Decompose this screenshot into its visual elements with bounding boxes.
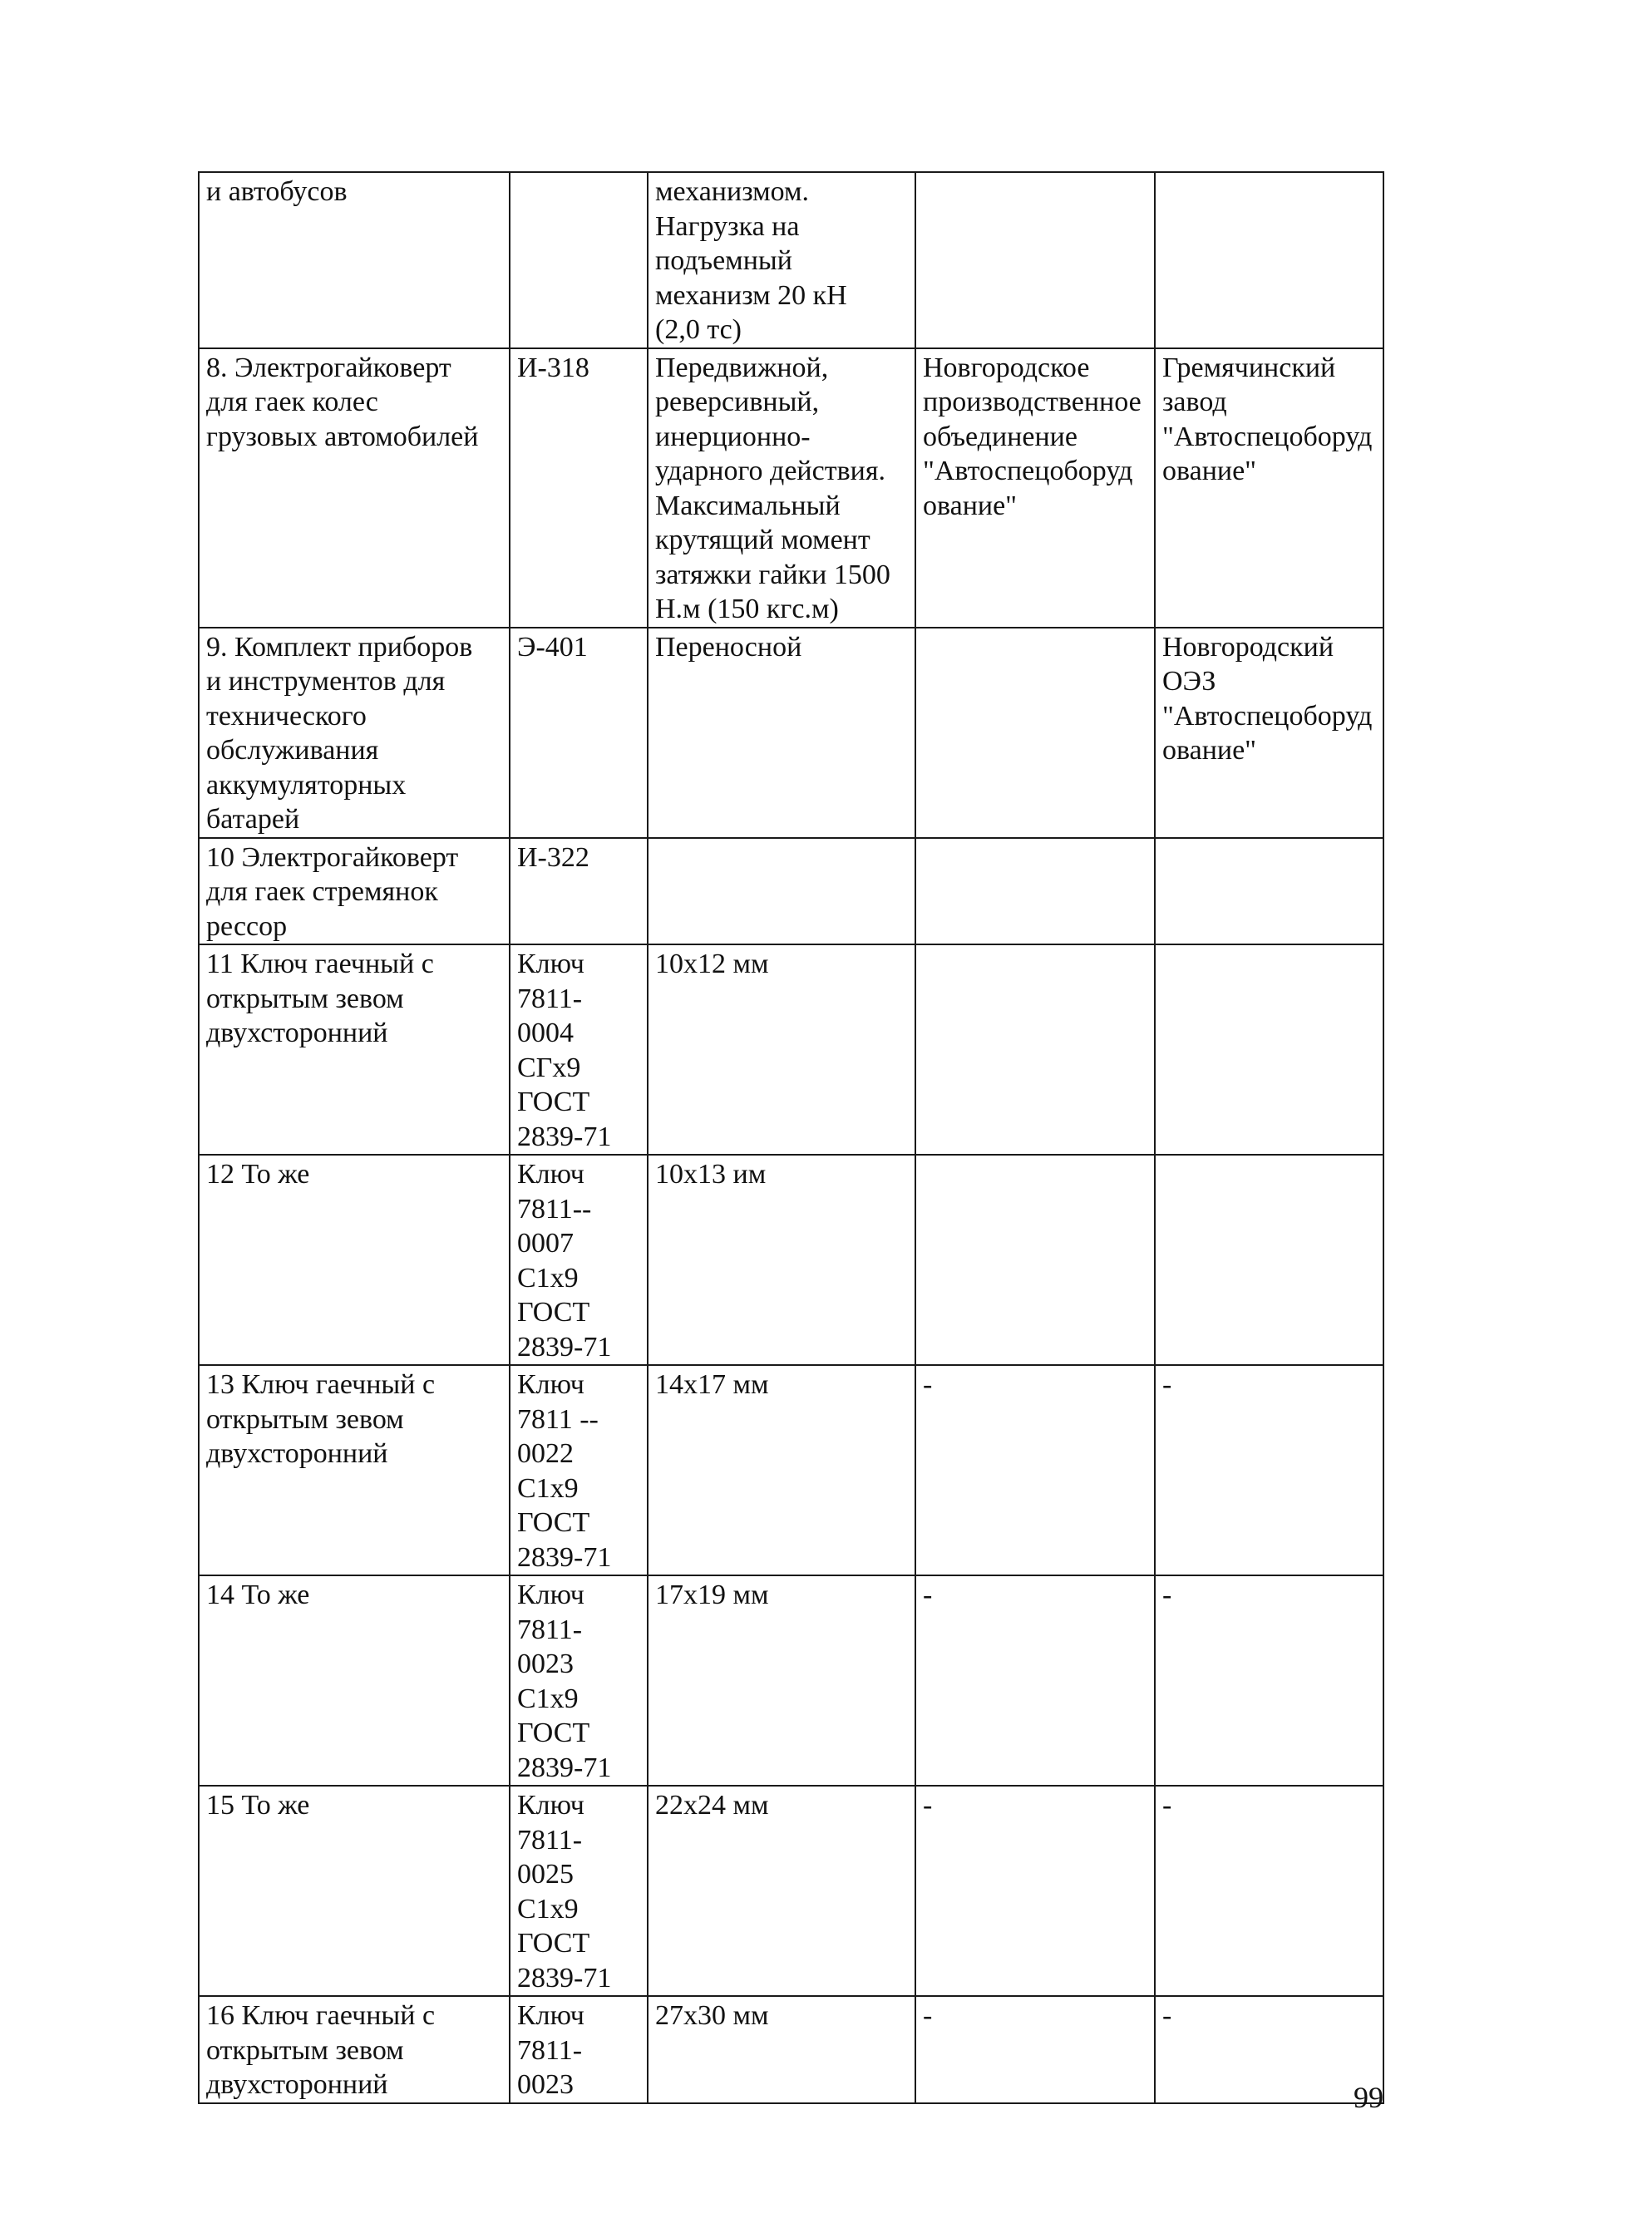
table-row xyxy=(199,1155,1383,1365)
cell-description: 22х24 мм xyxy=(648,1786,915,1996)
cell-model xyxy=(510,172,648,348)
cell-model: Ключ 7811- 0025 С1х9 ГОСТ 2839-71 xyxy=(510,1786,648,1996)
cell-manufacturer xyxy=(1155,838,1383,945)
cell-description: 14х17 мм xyxy=(648,1365,915,1575)
equipment-table-container xyxy=(198,171,1383,2104)
cell-manufacturer xyxy=(1155,172,1383,348)
cell-manufacturer: - xyxy=(1155,1786,1383,1996)
cell-description: механизмом. Нагрузка на подъемный механизм 20 кН (2,0 тс) xyxy=(648,172,915,348)
cell-developer xyxy=(915,1155,1155,1365)
cell-name: 11 Ключ гаечный с открытым зевом двухсторонний xyxy=(199,944,510,1155)
table-row xyxy=(199,944,1383,1155)
table-row xyxy=(199,1996,1383,2103)
cell-developer xyxy=(915,944,1155,1155)
table-row xyxy=(199,172,1383,348)
cell-manufacturer: - xyxy=(1155,1996,1383,2103)
cell-name: 12 То же xyxy=(199,1155,510,1365)
cell-manufacturer: - xyxy=(1155,1365,1383,1575)
cell-description: Переносной xyxy=(648,628,915,838)
cell-manufacturer: - xyxy=(1155,1575,1383,1786)
table-row xyxy=(199,1575,1383,1786)
cell-description: 10х12 мм xyxy=(648,944,915,1155)
table-row xyxy=(199,1365,1383,1575)
page-number: 99 xyxy=(1354,2081,1383,2114)
table-row xyxy=(199,838,1383,945)
cell-developer xyxy=(915,172,1155,348)
cell-name: 16 Ключ гаечный с открытым зевом двухсторонний xyxy=(199,1996,510,2103)
cell-model: Э-401 xyxy=(510,628,648,838)
cell-name: 8. Электрогайковерт для гаек колес грузовых автомобилей xyxy=(199,348,510,628)
cell-manufacturer xyxy=(1155,944,1383,1155)
cell-developer: - xyxy=(915,1575,1155,1786)
cell-description: 17х19 мм xyxy=(648,1575,915,1786)
cell-name: 9. Комплект приборов и инструментов для технического обслуживания аккумуляторных батарей xyxy=(199,628,510,838)
cell-model: Ключ 7811-- 0007 С1х9 ГОСТ 2839-71 xyxy=(510,1155,648,1365)
cell-model: Ключ 7811- 0023 xyxy=(510,1996,648,2103)
cell-manufacturer: Новгородский ОЭЗ "Автоспецоборуд ование" xyxy=(1155,628,1383,838)
cell-model: Ключ 7811- 0023 С1х9 ГОСТ 2839-71 xyxy=(510,1575,648,1786)
cell-name: 14 То же xyxy=(199,1575,510,1786)
table-row xyxy=(199,1786,1383,1996)
cell-manufacturer: Гремячинский завод "Автоспецоборуд ование" xyxy=(1155,348,1383,628)
table-row xyxy=(199,628,1383,838)
table-row xyxy=(199,348,1383,628)
cell-model: И-322 xyxy=(510,838,648,945)
cell-name: 10 Электрогайковерт для гаек стремянок рессор xyxy=(199,838,510,945)
equipment-table xyxy=(198,171,1384,2104)
cell-developer: - xyxy=(915,1786,1155,1996)
cell-description: 10х13 им xyxy=(648,1155,915,1365)
cell-name: и автобусов xyxy=(199,172,510,348)
cell-description xyxy=(648,838,915,945)
cell-name: 13 Ключ гаечный с открытым зевом двухсторонний xyxy=(199,1365,510,1575)
cell-developer: - xyxy=(915,1996,1155,2103)
cell-description: Передвижной, реверсивный, инерционно- ударного действия. Максимальный крутящий момент затяжки гайки 1500 Н.м (150 кгс.м) xyxy=(648,348,915,628)
cell-model: Ключ 7811 -- 0022 С1х9 ГОСТ 2839-71 xyxy=(510,1365,648,1575)
cell-developer: - xyxy=(915,1365,1155,1575)
cell-developer: Новгородское производственное объединение "Автоспецоборуд ование" xyxy=(915,348,1155,628)
cell-description: 27х30 мм xyxy=(648,1996,915,2103)
cell-developer xyxy=(915,628,1155,838)
cell-name: 15 То же xyxy=(199,1786,510,1996)
cell-manufacturer xyxy=(1155,1155,1383,1365)
cell-model: Ключ 7811- 0004 СГх9 ГОСТ 2839-71 xyxy=(510,944,648,1155)
cell-developer xyxy=(915,838,1155,945)
cell-model: И-318 xyxy=(510,348,648,628)
